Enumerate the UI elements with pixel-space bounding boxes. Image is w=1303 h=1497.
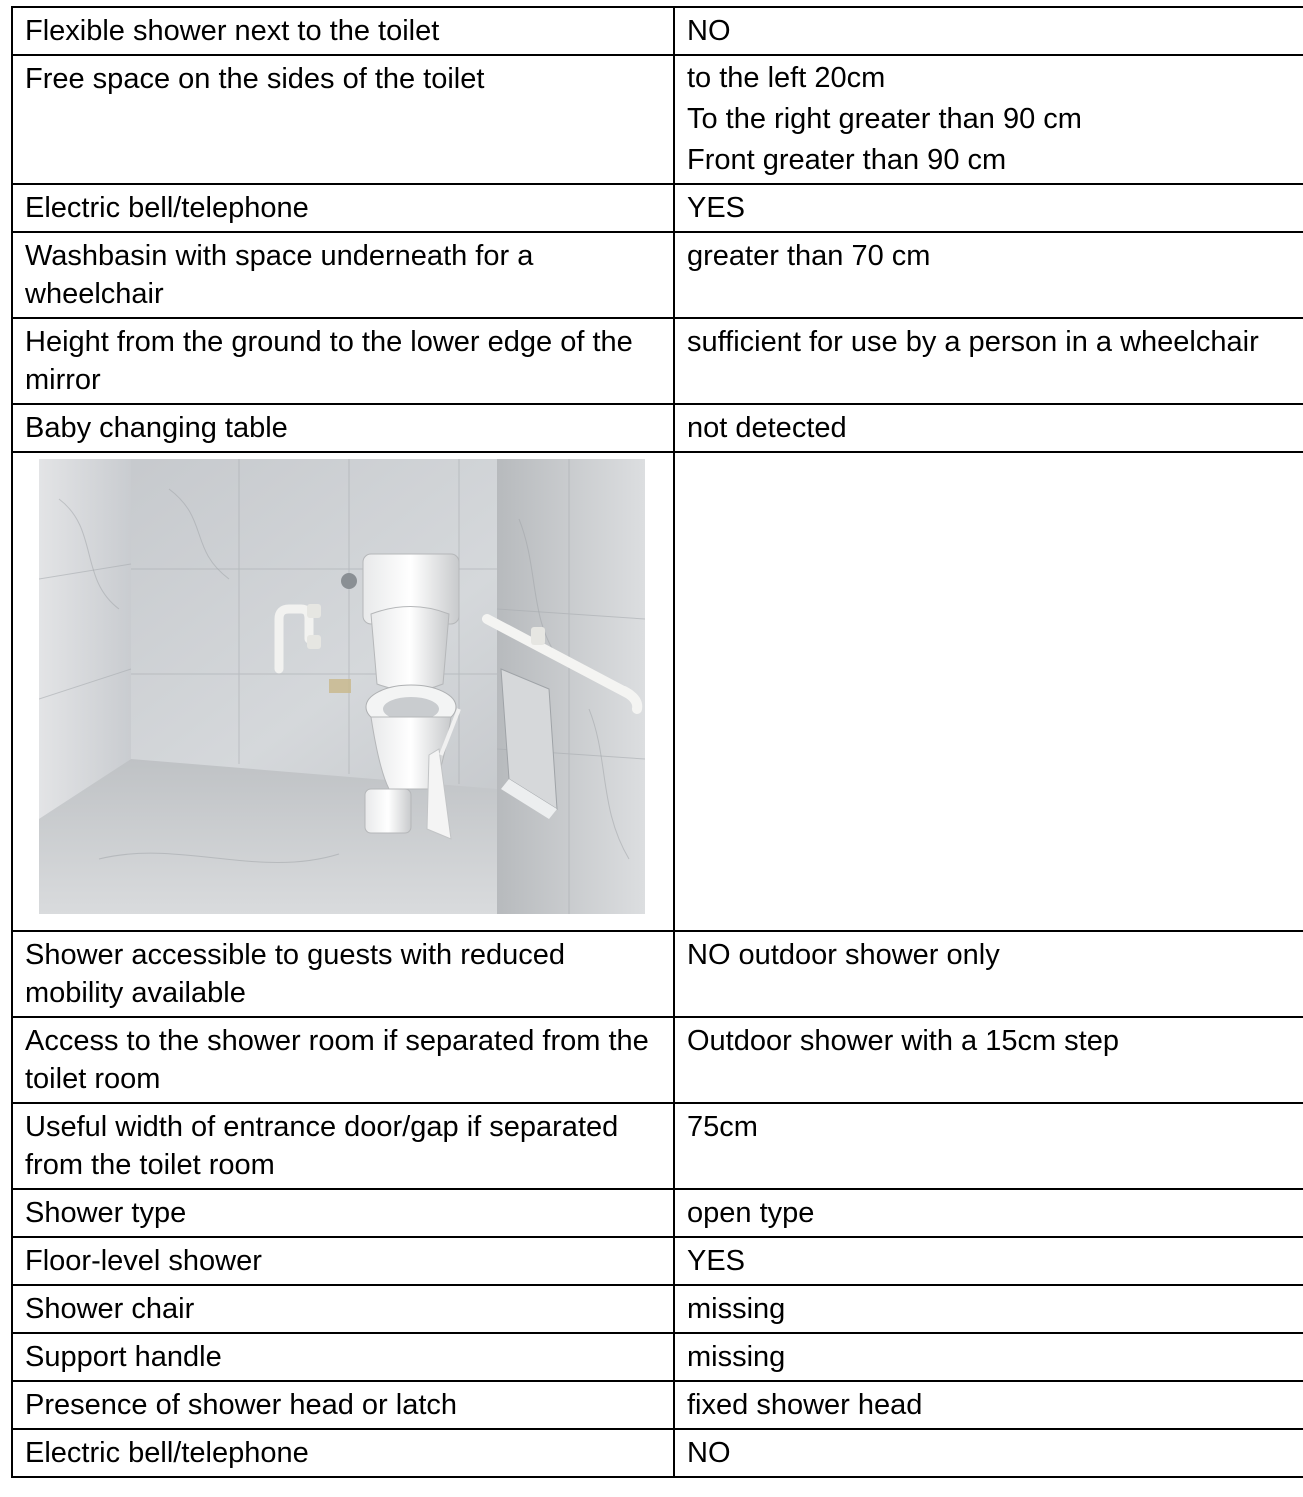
row-label: Access to the shower room if separated from the toilet room <box>12 1017 674 1103</box>
table-row <box>12 55 1303 184</box>
row-label: Free space on the sides of the toilet <box>12 55 674 184</box>
row-label: Shower chair <box>12 1285 674 1333</box>
row-value: greater than 70 cm <box>674 232 1303 318</box>
table-row <box>12 1103 1303 1189</box>
row-value: NO <box>674 1429 1303 1477</box>
row-value: missing <box>674 1285 1303 1333</box>
photo-cell <box>12 452 674 931</box>
row-value: NO <box>674 7 1303 55</box>
row-value: YES <box>674 184 1303 232</box>
table-row <box>12 1285 1303 1333</box>
row-label: Support handle <box>12 1333 674 1381</box>
row-label: Shower type <box>12 1189 674 1237</box>
row-value: YES <box>674 1237 1303 1285</box>
table-row <box>12 7 1303 55</box>
empty-cell <box>674 452 1303 931</box>
value-line: Front greater than 90 cm <box>687 144 1007 176</box>
table-row <box>12 1189 1303 1237</box>
table-row <box>12 1381 1303 1429</box>
row-value: not detected <box>674 404 1303 452</box>
table-row <box>12 1017 1303 1103</box>
row-value: open type <box>674 1189 1303 1237</box>
row-label: Electric bell/telephone <box>12 184 674 232</box>
row-label: Washbasin with space underneath for a wheelchair <box>12 232 674 318</box>
row-label: Baby changing table <box>12 404 674 452</box>
value-line: to the left 20cm <box>687 62 886 94</box>
table-row <box>12 1429 1303 1477</box>
table-row <box>12 931 1303 1017</box>
row-label: Height from the ground to the lower edge of the mirror <box>12 318 674 404</box>
row-label: Useful width of entrance door/gap if separated from the toilet room <box>12 1103 674 1189</box>
row-value: missing <box>674 1333 1303 1381</box>
row-value: fixed shower head <box>674 1381 1303 1429</box>
table-row <box>12 1237 1303 1285</box>
value-line: To the right greater than 90 cm <box>687 103 1082 135</box>
row-label: Shower accessible to guests with reduced mobility available <box>12 931 674 1017</box>
table-row <box>12 1333 1303 1381</box>
accessibility-table <box>11 6 1303 1478</box>
row-value: NO outdoor shower only <box>674 931 1303 1017</box>
row-label: Presence of shower head or latch <box>12 1381 674 1429</box>
table-row <box>12 232 1303 318</box>
row-value: sufficient for use by a person in a wheelchair <box>674 318 1303 404</box>
row-label: Electric bell/telephone <box>12 1429 674 1477</box>
photo-row <box>12 452 1303 931</box>
toilet-photo <box>39 459 645 914</box>
row-value: 75cm <box>674 1103 1303 1189</box>
row-value: Outdoor shower with a 15cm step <box>674 1017 1303 1103</box>
row-label: Floor-level shower <box>12 1237 674 1285</box>
table-row <box>12 318 1303 404</box>
row-label: Flexible shower next to the toilet <box>12 7 674 55</box>
table-row <box>12 184 1303 232</box>
table-row <box>12 404 1303 452</box>
row-value <box>674 55 1303 184</box>
